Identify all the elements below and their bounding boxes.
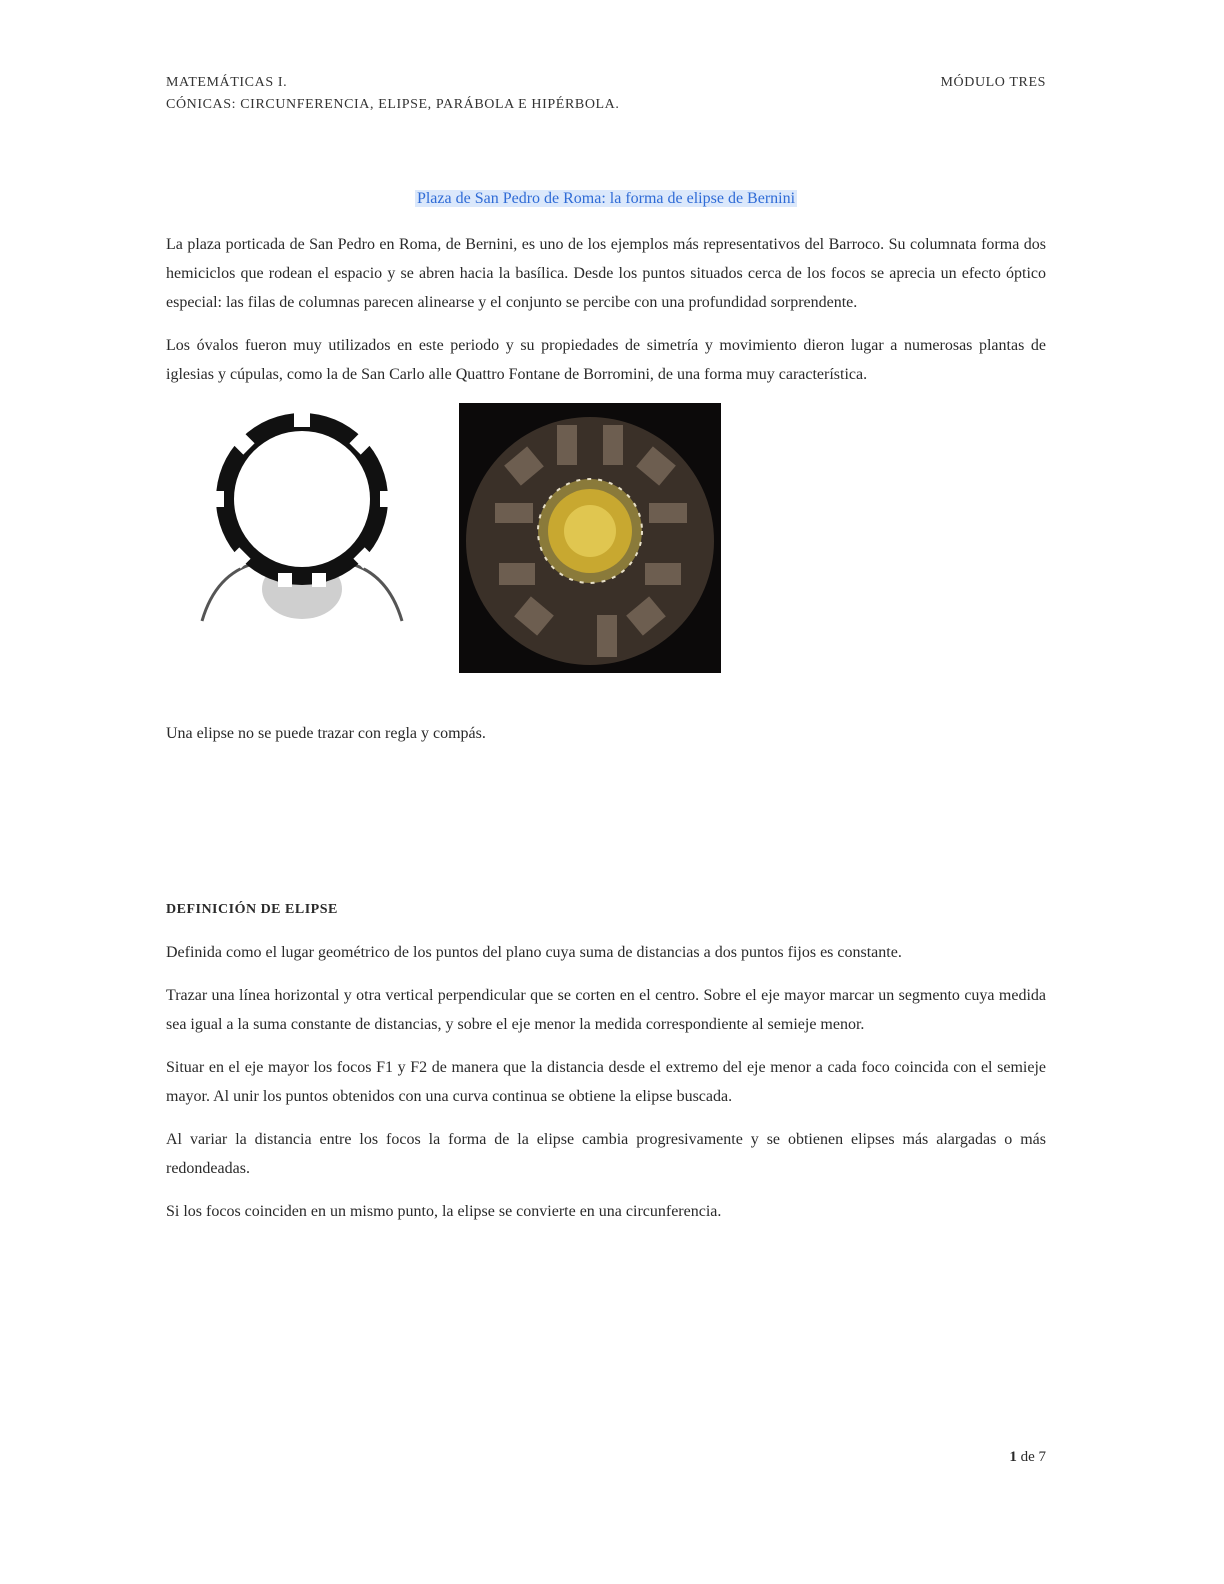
- intro-paragraph-2: Los óvalos fueron muy utilizados en este periodo y su propiedades de simetría y movimiento dieron lugar a numerosas plantas de iglesias y cúpulas, como la de San Carlo alle Quattro Fontane de Borromini, de una forma muy característica.: [166, 337, 1046, 383]
- section-paragraph-1: Definida como el lugar geométrico de los puntos del plano cuya suma de distancias a dos puntos fijos es constante.: [166, 944, 902, 961]
- header-subtitle: CÓNICAS: CIRCUNFERENCIA, ELIPSE, PARÁBOLA E HIPÉRBOLA.: [166, 97, 620, 112]
- header-row: [166, 72, 1046, 94]
- section-paragraph-4: Al variar la distancia entre los focos la forma de la elipse cambia progresivamente y se obtienen elipses más alargadas o más redondeadas.: [166, 1131, 1046, 1177]
- header-right: MÓDULO TRES: [940, 75, 1046, 90]
- oval-dome-photo: [459, 403, 721, 673]
- page-footer: [940, 1446, 1046, 1468]
- page-of-total: de 7: [1020, 1449, 1046, 1465]
- figure-row: [166, 403, 1046, 703]
- link-title-text[interactable]: Plaza de San Pedro de Roma: la forma de elipse de Bernini: [416, 190, 796, 207]
- section-paragraph-5: Si los focos coinciden en un mismo punto, la elipse se convierte en una circunferencia.: [166, 1203, 722, 1220]
- ellipse-plan-diagram: [196, 413, 408, 625]
- section-title: DEFINICIÓN DE ELIPSE: [166, 902, 338, 917]
- page-number: 1: [1009, 1449, 1017, 1465]
- page-content: [166, 186, 1046, 1240]
- page-header: [166, 72, 1046, 116]
- section-paragraph-2: Trazar una línea horizontal y otra vertical perpendicular que se corten en el centro. Sobre el eje mayor marcar un segmento cuya medida sea igual a la suma constante de distancias, y sobre el eje menor la medida correspondiente al semieje menor.: [166, 987, 1046, 1033]
- section-paragraph-3: Situar en el eje mayor los focos F1 y F2 de manera que la distancia desde el extremo del eje menor a cada foco coincida con el semieje mayor. Al unir los puntos obtenidos con una curva continua se obtiene la elipse buscada.: [166, 1059, 1046, 1105]
- header-left: MATEMÁTICAS I.: [166, 75, 288, 90]
- figure-caption: Una elipse no se puede trazar con regla y compás.: [166, 725, 486, 742]
- link-title[interactable]: [166, 186, 1046, 212]
- intro-paragraph-1: La plaza porticada de San Pedro en Roma, de Bernini, es uno de los ejemplos más representativos del Barroco. Su columnata forma dos hemiciclos que rodean el espacio y se abren hacia la basílica. Desde los puntos situados cerca de los focos se aprecia un efecto óptico especial: las filas de columnas parecen alinearse y el conjunto se percibe con una profundidad sorprendente.: [166, 236, 1046, 311]
